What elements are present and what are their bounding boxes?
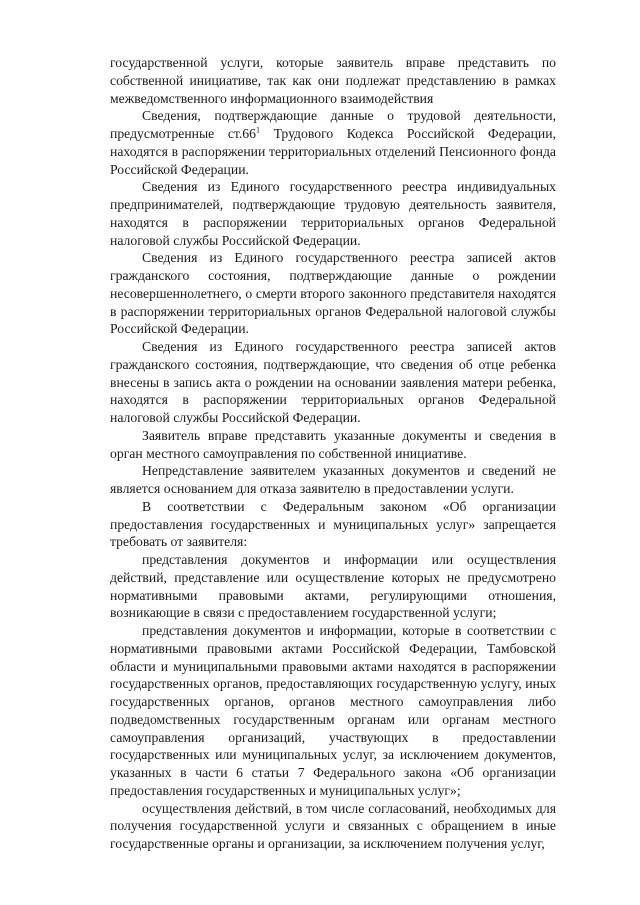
paragraph-text-before-sup: Сведения, подтверждающие данные о трудовой деятельности, предусмотренные ст.66: [110, 108, 556, 141]
paragraph-entrepreneurs-registry: Сведения из Единого государственного реестра индивидуальных предпринимателей, подтверждающие трудовую деятельность заявителя, находятся в распоряжении территориальных органов Федеральной налоговой службы Российской Федерации.: [110, 179, 556, 248]
document-page: [110, 54, 556, 853]
paragraph-prohibited-information: представления документов и информации, которые в соответствии с нормативными правовыми актами Российской Федерации, Тамбовской области и муниципальными правовыми актами находятся в распоряжении государственных органов, предоставляющих государственную услугу, иных государственных органов, органов местного самоуправления либо подведомственных государственным органам или органам местного самоуправления организаций, участвующих в предоставлении государственных или муниципальных услуг, за исключением документов, указанных в части 6 статьи 7 Федерального закона «Об организации предоставления государственных и муниципальных услуг»;: [110, 623, 556, 798]
paragraph-non-submission: Непредставление заявителем указанных документов и сведений не является основанием для отказа заявителю в предоставлении услуги.: [110, 463, 556, 496]
superscript-mark: 1: [255, 125, 260, 135]
paragraph-prohibited-documents: представления документов и информации или осуществления действий, представление или осуществление которых не предусмотрено нормативными правовыми актами, регулирующими отношения, возникающие в связи с предоставлением государственной услуги;: [110, 552, 556, 621]
paragraph-federal-law: В соответствии с Федеральным законом «Об организации предоставления государственных и муниципальных услуг» запрещается требовать от заявителя:: [110, 498, 556, 550]
paragraph-civil-registry-birth: Сведения из Единого государственного реестра записей актов гражданского состояния, подтверждающие данные о рождении несовершеннолетнего, о смерти второго законного представителя находятся в распоряжении территориальных органов Федеральной налоговой службы Российской Федерации.: [110, 250, 556, 337]
paragraph-text-after-sup: Трудового Кодекса Российской Федерации, находятся в распоряжении территориальных отделений Пенсионного фонда Российской Федерации.: [110, 126, 556, 177]
paragraph-prohibited-actions: осуществления действий, в том числе согласований, необходимых для получения государственной услуги и связанных с обращением в иные государственные органы и организации, за исключением получения услуг,: [110, 800, 556, 851]
paragraph-civil-registry-father: Сведения из Единого государственного реестра записей актов гражданского состояния, подтверждающие, что сведения об отце ребенка внесены в запись акта о рождении на основании заявления матери ребенка, находятся в распоряжении территориальных органов Федеральной налоговой службы Российской Федерации.: [110, 339, 556, 425]
paragraph-own-initiative: Заявитель вправе представить указанные документы и сведения в орган местного самоуправления по собственной инициативе.: [110, 427, 556, 461]
paragraph-continuation: государственной услуги, которые заявитель вправе представить по собственной инициативе, так как они подлежат представлению в рамках межведомственного информационного взаимодействия: [110, 55, 556, 106]
paragraph-labor-activity-info: [110, 107, 556, 178]
